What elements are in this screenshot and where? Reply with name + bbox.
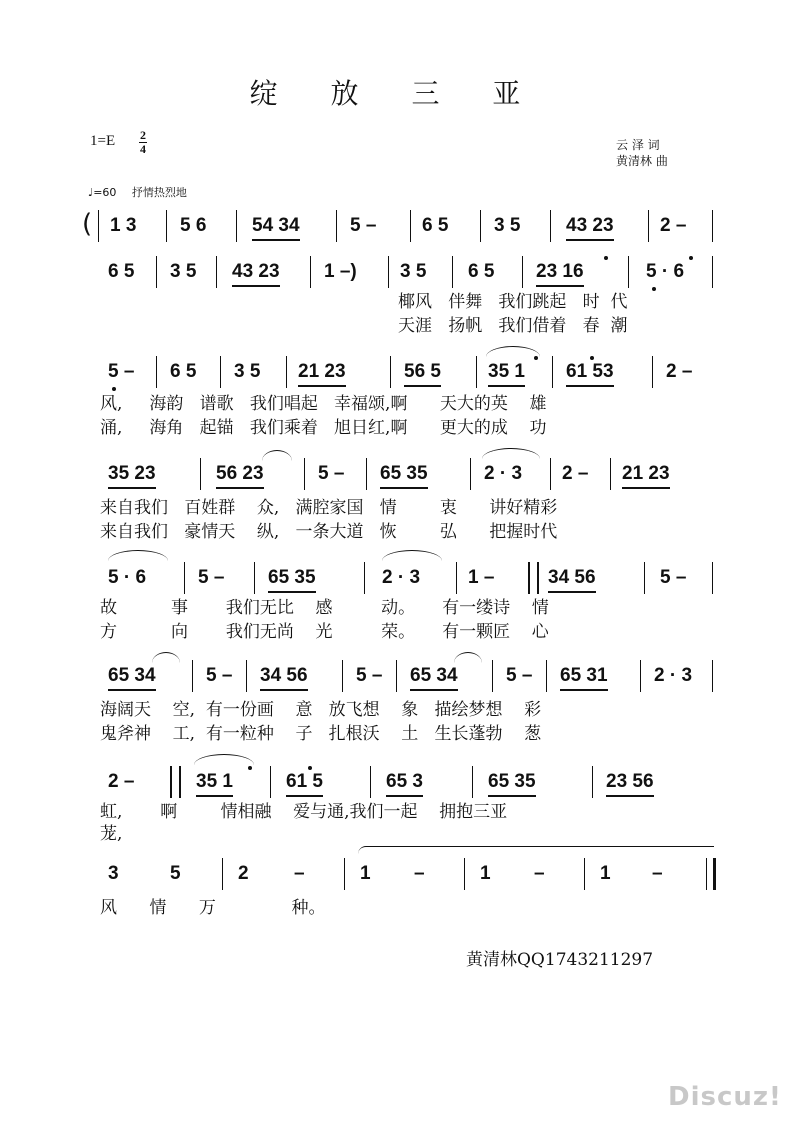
measure: 65 3 [386, 770, 423, 797]
barline [254, 562, 255, 594]
measure: 54 34 [252, 214, 300, 241]
barline [410, 210, 411, 242]
note: 1 [600, 863, 611, 884]
barline [364, 562, 365, 594]
lyric-line: 椰风 伴舞 我们跳起 时 代 [398, 292, 628, 312]
barline [396, 660, 397, 692]
arranger-signature: 黄清林QQ1743211297 [466, 950, 654, 970]
lyric-line: 故 事 我们无比 感 动。 有一缕诗 情 [100, 598, 549, 618]
barline [156, 356, 157, 388]
barline [644, 562, 645, 594]
note: – [294, 863, 305, 884]
barline [166, 210, 167, 242]
measure: 3 5 [234, 361, 261, 382]
barline [220, 356, 221, 388]
barline [98, 210, 99, 242]
key-signature: 1=E [90, 133, 116, 149]
barline [192, 660, 193, 692]
barline [640, 660, 641, 692]
composer-credit: 黄清林 曲 [616, 154, 668, 168]
barline [156, 256, 157, 288]
measure: 2 · 3 [382, 567, 421, 588]
barline [476, 356, 477, 388]
barline [652, 356, 653, 388]
note: 5 [170, 863, 181, 884]
high-octave-dot [604, 256, 608, 260]
measure: 3 5 [170, 261, 197, 282]
measure: 2 · 3 [654, 665, 693, 686]
score-row-1 [0, 209, 792, 256]
barline [456, 562, 457, 594]
measure: 5 – [108, 361, 135, 382]
measure: 23 56 [606, 770, 654, 797]
measure: 61 53 [566, 360, 614, 387]
measure: 5 – [318, 463, 345, 484]
measure: 5 – [660, 567, 687, 588]
barline [712, 660, 713, 692]
note: 1 [360, 863, 371, 884]
measure: 6 5 [108, 261, 135, 282]
measure: 6 5 [422, 215, 449, 236]
page-title: 绽 放 三 亚 [249, 77, 543, 110]
barline [366, 458, 367, 490]
measure: 21 23 [298, 360, 346, 387]
lyricist-credit: 云 泽 词 [616, 138, 660, 152]
measure: 35 23 [108, 462, 156, 489]
high-octave-dot [689, 256, 693, 260]
lyric-line: 鬼斧神 工, 有一粒种 子 扎根沃 土 生长蓬勃 葱 [100, 724, 542, 744]
measure: 56 5 [404, 360, 441, 387]
measure: 2 – [108, 771, 135, 792]
measure: 56 23 [216, 462, 264, 489]
barline [712, 562, 713, 594]
barline [200, 458, 201, 490]
barline [648, 210, 649, 242]
measure: 2 · 3 [484, 463, 523, 484]
barline [222, 858, 223, 890]
slur [382, 550, 442, 561]
barline [552, 356, 553, 388]
measure: 43 23 [566, 214, 614, 241]
tie [358, 846, 714, 857]
barline [452, 256, 453, 288]
measure: 1 3 [110, 215, 137, 236]
measure: 34 56 [260, 664, 308, 691]
measure: 3 5 [494, 215, 521, 236]
barline [310, 256, 311, 288]
measure: 6 5 [468, 261, 495, 282]
barline [236, 210, 237, 242]
note: 1 [480, 863, 491, 884]
barline [584, 858, 585, 890]
slur [454, 652, 482, 663]
measure: 5 6 [180, 215, 207, 236]
slur [482, 448, 540, 459]
high-octave-dot [590, 356, 594, 360]
lyric-line: 来自我们 豪情天 纵, 一条大道 恢 弘 把握时代 [100, 522, 558, 542]
slur [262, 450, 292, 461]
lyric-line: 涌, 海角 起锚 我们乘着 旭日红,啊 更大的成 功 [100, 418, 547, 438]
repeat-sign [528, 562, 539, 594]
measure: 65 35 [488, 770, 536, 797]
measure: 21 23 [622, 462, 670, 489]
measure: 6 5 [170, 361, 197, 382]
expression-mark: 抒情热烈地 [131, 186, 187, 199]
measure: 35 1 [488, 360, 525, 387]
barline [712, 210, 713, 242]
barline [522, 256, 523, 288]
measure: 1 – [468, 567, 495, 588]
lyric-line: 天涯 扬帆 我们借着 春 潮 [398, 316, 628, 336]
note: – [652, 863, 663, 884]
barline [464, 858, 465, 890]
lyric-line: 海阔天 空, 有一份画 意 放飞想 象 描绘梦想 彩 [100, 700, 542, 720]
high-octave-dot [248, 766, 252, 770]
low-octave-dot [112, 387, 116, 391]
high-octave-dot [308, 766, 312, 770]
repeat-sign [170, 766, 181, 798]
lyric-line: 虹, 啊 情相融 爱与通,我们一起 拥抱三亚 [100, 802, 508, 822]
barline [628, 256, 629, 288]
barline [492, 660, 493, 692]
barline [472, 766, 473, 798]
slur [152, 652, 180, 663]
measure: 5 – [198, 567, 225, 588]
barline [216, 256, 217, 288]
measure: 5 · 6 [108, 567, 147, 588]
note: 3 [108, 863, 119, 884]
lyric-line: 方 向 我们无尚 光 荣。 有一颗匠 心 [100, 622, 549, 642]
barline [342, 660, 343, 692]
measure: 65 35 [380, 462, 428, 489]
lyric-line: 茏, [100, 824, 123, 844]
measure: 5 – [506, 665, 533, 686]
slur [108, 550, 168, 561]
barline [470, 458, 471, 490]
measure: 61 5 [286, 770, 323, 797]
measure: 2 – [660, 215, 687, 236]
note: 2 [238, 863, 249, 884]
measure: 43 23 [232, 260, 280, 287]
barline [388, 256, 389, 288]
barline [550, 210, 551, 242]
measure: 65 34 [108, 664, 156, 691]
barline [712, 256, 713, 288]
slur [194, 754, 254, 765]
credits [616, 137, 668, 169]
barline [304, 458, 305, 490]
barline [336, 210, 337, 242]
barline [344, 858, 345, 890]
measure: 5 – [350, 215, 377, 236]
barline [610, 458, 611, 490]
measure: 5 · 6 [646, 261, 685, 282]
measure: 65 35 [268, 566, 316, 593]
measure: 65 31 [560, 664, 608, 691]
watermark: Discuz! [668, 1082, 782, 1112]
measure: 1 –) [324, 261, 357, 282]
barline [480, 210, 481, 242]
time-signature: 2 4 [140, 128, 146, 156]
barline [184, 562, 185, 594]
slur [486, 346, 540, 357]
measure: 5 – [206, 665, 233, 686]
lyric-line: 风 情 万 种。 [100, 898, 326, 918]
barline [270, 766, 271, 798]
barline [592, 766, 593, 798]
tempo-mark: ♩=60 [88, 186, 117, 199]
lyric-line: 来自我们 百姓群 众, 满腔家国 情 衷 讲好精彩 [100, 498, 558, 518]
open-paren: ( [82, 209, 93, 239]
measure: 23 16 [536, 260, 584, 287]
tempo-marking [88, 184, 199, 200]
barline [370, 766, 371, 798]
measure: 2 – [562, 463, 589, 484]
measure: 35 1 [196, 770, 233, 797]
measure: 65 34 [410, 664, 458, 691]
barline [286, 356, 287, 388]
measure: 2 – [666, 361, 693, 382]
barline [246, 660, 247, 692]
barline [550, 458, 551, 490]
note: – [414, 863, 425, 884]
barline [390, 356, 391, 388]
barline [546, 660, 547, 692]
measure: 34 56 [548, 566, 596, 593]
measure: 3 5 [400, 261, 427, 282]
final-barline [706, 858, 716, 890]
lyric-line: 风, 海韵 谱歌 我们唱起 幸福颂,啊 天大的英 雄 [100, 394, 547, 414]
note: – [534, 863, 545, 884]
measure: 5 – [356, 665, 383, 686]
